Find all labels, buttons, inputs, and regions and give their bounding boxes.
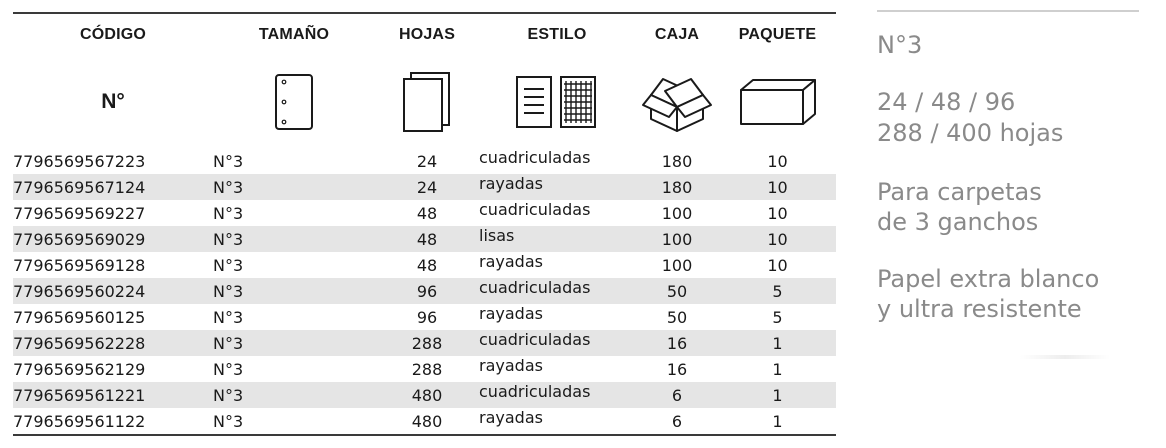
product-pack-qty: 1 — [719, 330, 836, 356]
closed-package-icon — [739, 78, 817, 126]
table-row — [13, 252, 836, 278]
product-box-qty: 16 — [635, 330, 719, 356]
header-row — [13, 14, 836, 56]
product-size: N°3 — [213, 382, 375, 408]
product-box-qty: 100 — [635, 200, 719, 226]
product-style: cuadriculadas — [479, 148, 635, 174]
summary-binder-line1: Para carpetas — [877, 178, 1042, 206]
table-row — [13, 200, 836, 226]
product-pack-qty: 1 — [719, 382, 836, 408]
product-style: cuadriculadas — [479, 382, 635, 408]
product-pack-qty: 5 — [719, 304, 836, 330]
product-box-qty: 180 — [635, 174, 719, 200]
summary-paper-line1: Papel extra blanco — [877, 265, 1100, 293]
product-size: N°3 — [213, 174, 375, 200]
product-style: cuadriculadas — [479, 200, 635, 226]
product-box-qty: 6 — [635, 408, 719, 434]
product-sheets: 288 — [375, 330, 479, 356]
product-pack-qty: 10 — [719, 226, 836, 252]
product-sheets: 480 — [375, 382, 479, 408]
product-style: cuadriculadas — [479, 278, 635, 304]
table-row — [13, 304, 836, 330]
summary-sheets-line2: 288 / 400 hojas — [877, 119, 1064, 147]
product-box-qty: 16 — [635, 356, 719, 382]
product-sheets: 480 — [375, 408, 479, 434]
product-table-container — [13, 12, 836, 436]
table-row — [13, 148, 836, 174]
product-code: 7796569562228 — [13, 330, 213, 356]
product-box-qty: 50 — [635, 278, 719, 304]
table-row — [13, 278, 836, 304]
decorative-streak — [1020, 355, 1110, 359]
lined-and-grid-sheet-icon — [515, 75, 599, 129]
table-row — [13, 356, 836, 382]
header-style: ESTILO — [527, 26, 587, 43]
product-size: N°3 — [213, 226, 375, 252]
product-size: N°3 — [213, 408, 375, 434]
product-code: 7796569562129 — [13, 356, 213, 382]
product-sheets: 288 — [375, 356, 479, 382]
number-label-cell — [13, 56, 213, 148]
product-pack-qty: 10 — [719, 148, 836, 174]
product-code: 7796569560125 — [13, 304, 213, 330]
product-box-qty: 6 — [635, 382, 719, 408]
product-sheets: 48 — [375, 200, 479, 226]
product-table — [13, 14, 836, 434]
product-style: rayadas — [479, 356, 635, 382]
product-sheets: 48 — [375, 226, 479, 252]
product-style: cuadriculadas — [479, 330, 635, 356]
summary-size: N°3 — [877, 31, 923, 59]
open-box-icon — [641, 71, 713, 133]
three-hole-sheet-icon — [274, 73, 314, 131]
product-code: 7796569560224 — [13, 278, 213, 304]
product-size: N°3 — [213, 200, 375, 226]
table-row — [13, 330, 836, 356]
product-box-qty: 50 — [635, 304, 719, 330]
product-size: N°3 — [213, 278, 375, 304]
product-style: lisas — [479, 226, 635, 252]
product-sheets: 96 — [375, 278, 479, 304]
product-sheets: 96 — [375, 304, 479, 330]
product-size: N°3 — [213, 252, 375, 278]
product-pack-qty: 10 — [719, 252, 836, 278]
product-size: N°3 — [213, 304, 375, 330]
product-box-qty: 180 — [635, 148, 719, 174]
table-bottom-rule — [13, 434, 836, 436]
header-pack: PAQUETE — [738, 26, 817, 43]
number-label: N° — [101, 90, 125, 113]
icon-row — [13, 56, 836, 148]
table-row — [13, 174, 836, 200]
product-pack-qty: 10 — [719, 200, 836, 226]
product-code: 7796569569029 — [13, 226, 213, 252]
table-row — [13, 226, 836, 252]
product-pack-qty: 1 — [719, 356, 836, 382]
product-pack-qty: 5 — [719, 278, 836, 304]
product-pack-qty: 1 — [719, 408, 836, 434]
product-box-qty: 100 — [635, 226, 719, 252]
product-style: rayadas — [479, 408, 635, 434]
stacked-sheets-icon — [401, 71, 453, 133]
product-size: N°3 — [213, 330, 375, 356]
table-row — [13, 382, 836, 408]
product-sheets: 24 — [375, 148, 479, 174]
product-box-qty: 100 — [635, 252, 719, 278]
product-style: rayadas — [479, 304, 635, 330]
product-style: rayadas — [479, 252, 635, 278]
summary-paper-line2: y ultra resistente — [877, 295, 1082, 323]
table-row — [13, 408, 836, 434]
header-code: CÓDIGO — [79, 26, 147, 43]
product-pack-qty: 10 — [719, 174, 836, 200]
product-code: 7796569569128 — [13, 252, 213, 278]
header-sheets: HOJAS — [398, 26, 456, 43]
product-sheets: 48 — [375, 252, 479, 278]
product-code: 7796569561221 — [13, 382, 213, 408]
product-code: 7796569561122 — [13, 408, 213, 434]
product-size: N°3 — [213, 356, 375, 382]
product-code: 7796569569227 — [13, 200, 213, 226]
product-sheets: 24 — [375, 174, 479, 200]
header-size: TAMAÑO — [258, 26, 330, 43]
product-code: 7796569567124 — [13, 174, 213, 200]
summary-top-rule — [877, 10, 1139, 12]
product-code: 7796569567223 — [13, 148, 213, 174]
header-box: CAJA — [654, 26, 700, 43]
summary-binder-line2: de 3 ganchos — [877, 208, 1039, 236]
product-size: N°3 — [213, 148, 375, 174]
product-style: rayadas — [479, 174, 635, 200]
summary-sheets-line1: 24 / 48 / 96 — [877, 88, 1016, 116]
